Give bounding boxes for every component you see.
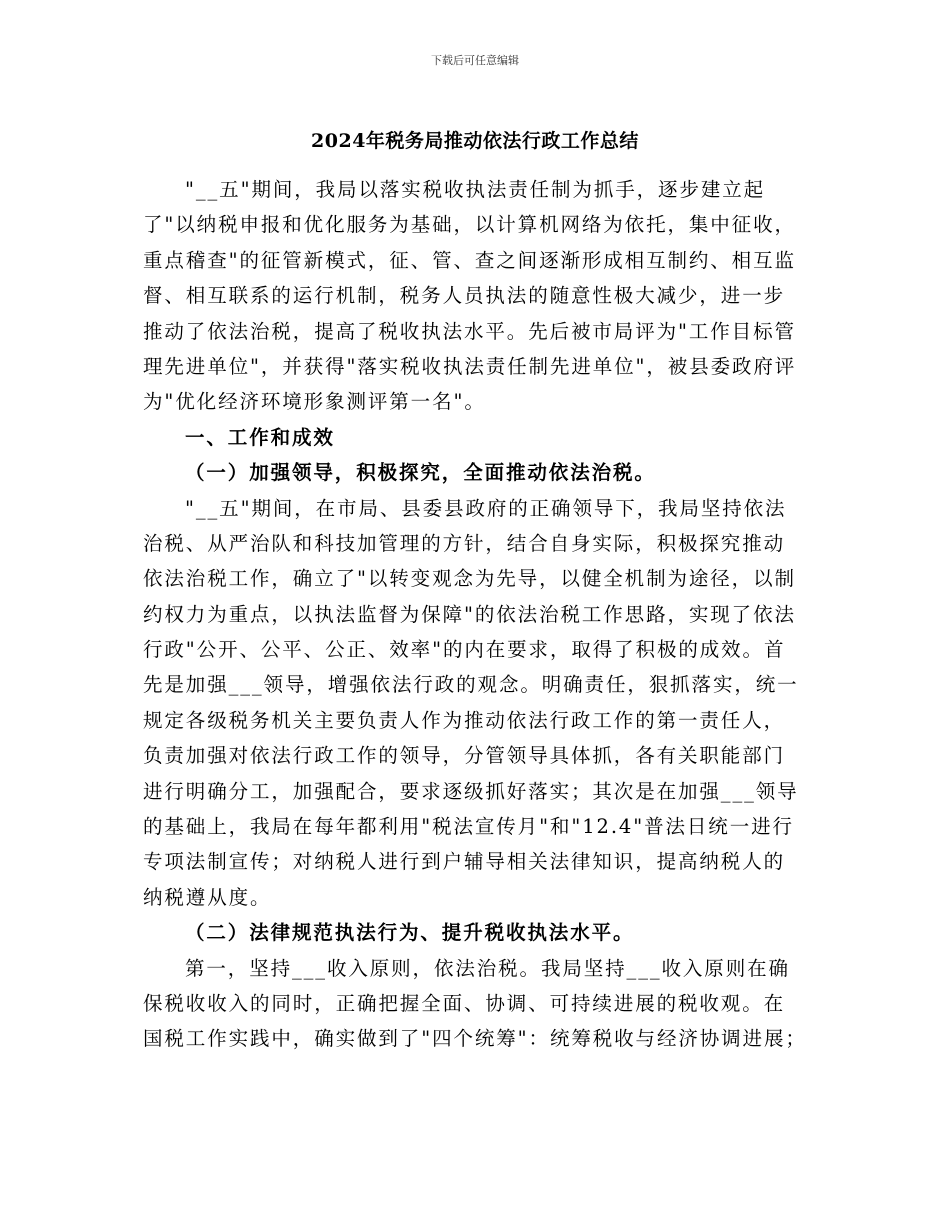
paragraph-line: 依法治税工作，确立了"以转变观念为先导，以健全机制为途径，以制: [143, 567, 796, 591]
paragraph-line: 督、相互联系的运行机制，税务人员执法的随意性极大减少，进一步: [143, 284, 786, 308]
paragraph-line: 纳税遵从度。: [143, 885, 272, 909]
paragraph-line: 推动了依法治税，提高了税收执法水平。先后被市局评为"工作目标管: [143, 319, 796, 343]
paragraph-line: 行政"公开、公平、公正、效率"的内在要求，取得了积极的成效。首: [143, 638, 786, 662]
paragraph-line: 先是加强___领导，增强依法行政的观念。明确责任，狠抓落实，统一: [143, 673, 799, 697]
document-body: [143, 172, 815, 1057]
paragraph-line: 国税工作实践中，确实做到了"四个统筹"：统筹税收与经济协调进展；: [143, 1027, 807, 1051]
paragraph-line: 进行明确分工，加强配合，要求逐级抓好落实；其次是在加强___领导: [143, 779, 799, 803]
subsection-heading: （一）加强领导，积极探究，全面推动依法治税。: [185, 461, 656, 485]
paragraph-line: 专项法制宣传；对纳税人进行到户辅导相关法律知识，提高纳税人的: [143, 850, 786, 874]
section-heading: 一、工作和成效: [185, 425, 335, 449]
paragraph-line: 第一，坚持___收入原则，依法治税。我局坚持___收入原则在确: [185, 956, 790, 980]
paragraph-line: 规定各级税务机关主要负责人作为推动依法行政工作的第一责任人，: [143, 708, 786, 732]
header-note: 下载后可任意编辑: [431, 54, 519, 67]
paragraph-line: 保税收收入的同时，正确把握全面、协调、可持续进展的税收观。在: [143, 991, 786, 1015]
paragraph-line: 了"以纳税申报和优化服务为基础，以计算机网络为依托，集中征收，: [143, 213, 796, 237]
paragraph-line: 治税、从严治队和科技加管理的方针，结合自身实际，积极探究推动: [143, 531, 786, 555]
paragraph-line: 的基础上，我局在每年都利用"税法宣传月"和"12.4"普法日统一进行: [143, 815, 794, 839]
paragraph-line: "__五"期间，在市局、县委县政府的正确领导下，我局坚持依法: [185, 496, 787, 520]
paragraph-line: "__五"期间，我局以落实税收执法责任制为抓手，逐步建立起: [185, 178, 766, 201]
paragraph-line: 重点稽查"的征管新模式，征、管、查之间逐渐形成相互制约、相互监: [143, 248, 796, 272]
paragraph-line: 负责加强对依法行政工作的领导，分管领导具体抓，各有关职能部门: [143, 744, 786, 768]
document-title: 2024年税务局推动依法行政工作总结: [311, 130, 639, 152]
paragraph-line: 约权力为重点，以执法监督为保障"的依法治税工作思路，实现了依法: [143, 602, 796, 626]
paragraph-line: 为"优化经济环境形象测评第一名"。: [143, 390, 486, 414]
subsection-heading: （二）法律规范执法行为、提升税收执法水平。: [185, 921, 635, 945]
paragraph-line: 理先进单位"，并获得"落实税收执法责任制先进单位"，被县委政府评: [143, 354, 797, 378]
